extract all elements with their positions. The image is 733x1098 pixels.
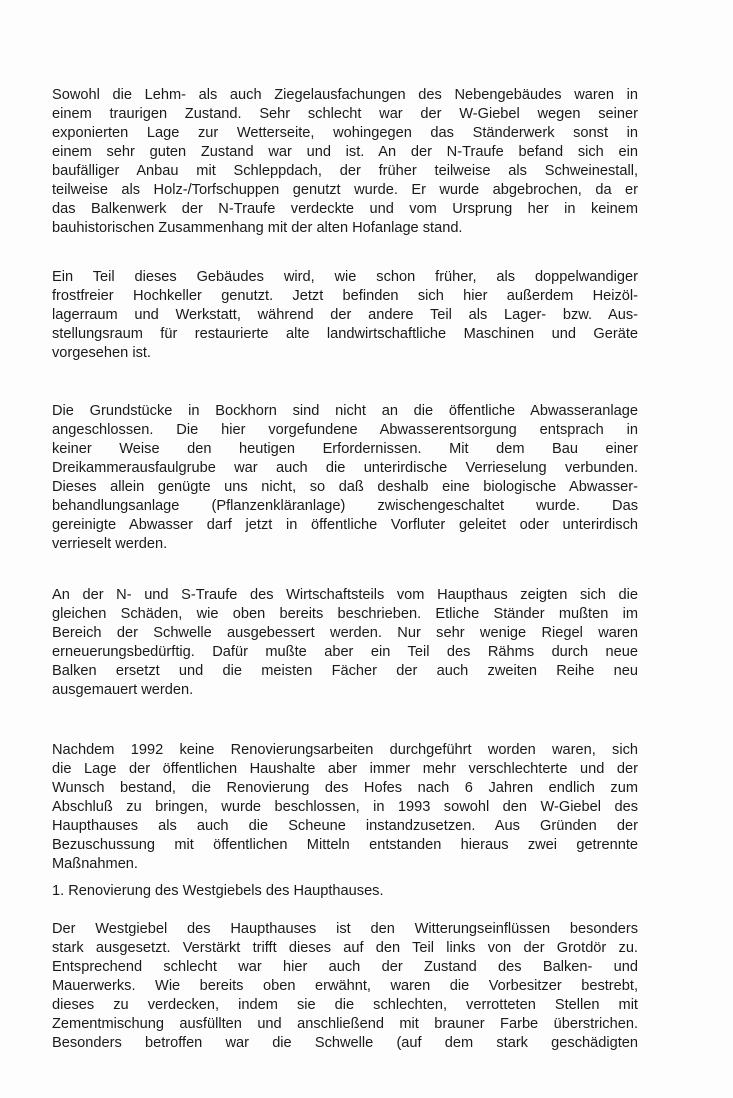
text-line: An der N- und S-Traufe des Wirtschaftsteils vom Haupthaus zeigten sich die <box>52 587 638 603</box>
text-line: baufälliger Anbau mit Schleppdach, der früher teilweise als Schweinestall, <box>52 163 638 179</box>
text-line: Sowohl die Lehm- als auch Ziegelausfachungen des Nebengebäudes waren in <box>52 87 638 103</box>
text-line: Bereich der Schwelle ausgebessert werden. Nur sehr wenige Riegel waren <box>52 625 638 641</box>
text-line: Besonders betroffen war die Schwelle (auf dem stark geschädigten <box>52 1035 638 1051</box>
text-line: Die Grundstücke in Bockhorn sind nicht an die öffentliche Abwasseranlage <box>52 403 638 419</box>
text-line: Bezuschussung mit öffentlichen Mitteln entstanden hieraus zwei getrennte <box>52 837 638 853</box>
text-line: Dreikammerausfaulgrube war auch die unterirdische Verrieselung verbunden. <box>52 460 638 476</box>
text-line: lagerraum und Werkstatt, während der andere Teil als Lager- bzw. Aus- <box>52 307 638 323</box>
text-line: ausgemauert werden. <box>52 682 194 698</box>
paragraph-renovierung-1993 <box>52 741 638 874</box>
text-line: Dieses allein genügte uns nicht, so daß deshalb eine biologische Abwasser- <box>52 479 638 495</box>
paragraph-hochkeller <box>52 268 638 363</box>
text-line: Nachdem 1992 keine Renovierungsarbeiten durchgeführt worden waren, sich <box>52 742 638 758</box>
text-line: stellungsraum für restaurierte alte landwirtschaftliche Maschinen und Geräte <box>52 326 638 342</box>
text-line: Ein Teil dieses Gebäudes wird, wie schon früher, als doppelwandiger <box>52 269 638 285</box>
text-line: das Balkenwerk der N-Traufe verdeckte und vom Ursprung her in keinem <box>52 201 638 217</box>
text-line: gereinigte Abwasser darf jetzt in öffentliche Vorfluter geleitet oder unterirdisch <box>52 517 638 533</box>
text-line: bauhistorischen Zusammenhang mit der alten Hofanlage stand. <box>52 220 463 236</box>
text-line: verrieselt werden. <box>52 536 168 552</box>
text-line: die Lage der öffentlichen Haushalte aber immer mehr verschlechterte und der <box>52 761 638 777</box>
text-line: stark ausgesetzt. Verstärkt trifft dieses auf den Teil links von der Grotdör zu. <box>52 940 638 956</box>
text-line: einem traurigen Zustand. Sehr schlecht war der W-Giebel wegen seiner <box>52 106 638 122</box>
text-line: exponierten Lage zur Wetterseite, wohingegen das Ständerwerk sonst in <box>52 125 638 141</box>
text-line: Abschluß zu bringen, wurde beschlossen, in 1993 sowohl den W-Giebel des <box>52 799 638 815</box>
text-line: Zementmischung ausfüllten und anschließend mit brauner Farbe überstrichen. <box>52 1016 638 1032</box>
paragraph-westgiebel <box>52 920 638 1053</box>
text-line: teilweise als Holz-/Torfschuppen genutzt wurde. Er wurde abgebrochen, da er <box>52 182 638 198</box>
paragraph-nebengebaeude-zustand <box>52 86 638 238</box>
text-line: Mauerwerks. Wie bereits oben erwähnt, waren die Vorbesitzer bestrebt, <box>52 978 638 994</box>
text-line: Entsprechend schlecht war hier auch der Zustand des Balken- und <box>52 959 638 975</box>
paragraph-traufe-schaeden <box>52 586 638 700</box>
text-line: Maßnahmen. <box>52 856 138 872</box>
text-line: frostfreier Hochkeller genutzt. Jetzt befinden sich hier außerdem Heizöl- <box>52 288 638 304</box>
text-line: gleichen Schäden, wie oben bereits beschrieben. Etliche Ständer mußten im <box>52 606 638 622</box>
text-line: angeschlossen. Die hier vorgefundene Abwasserentsorgung entsprach in <box>52 422 638 438</box>
text-line: keiner Weise den heutigen Erfordernissen. Mit dem Bau einer <box>52 441 638 457</box>
text-line: vorgesehen ist. <box>52 345 151 361</box>
text-line: Haupthauses als auch die Scheune instandzusetzen. Aus Gründen der <box>52 818 638 834</box>
text-line: Der Westgiebel des Haupthauses ist den Witterungseinflüssen besonders <box>52 921 638 937</box>
text-line: behandlungsanlage (Pflanzenkläranlage) zwischengeschaltet wurde. Das <box>52 498 638 514</box>
text-line: dieses zu verdecken, indem sie die schlechten, verrotteten Stellen mit <box>52 997 638 1013</box>
text-line: Wunsch bestand, die Renovierung des Hofes nach 6 Jahren endlich zum <box>52 780 638 796</box>
paragraph-abwasser <box>52 402 638 554</box>
heading-line: 1. Renovierung des Westgiebels des Haupthauses. <box>52 883 384 899</box>
text-line: einem sehr guten Zustand war und ist. An der N-Traufe befand sich ein <box>52 144 638 160</box>
text-line: Balken ersetzt und die meisten Fächer der auch zweiten Reihe neu <box>52 663 638 679</box>
text-line: erneuerungsbedürftig. Dafür mußte aber ein Teil des Rähms durch neue <box>52 644 638 660</box>
section-heading-westgiebel <box>52 882 638 901</box>
